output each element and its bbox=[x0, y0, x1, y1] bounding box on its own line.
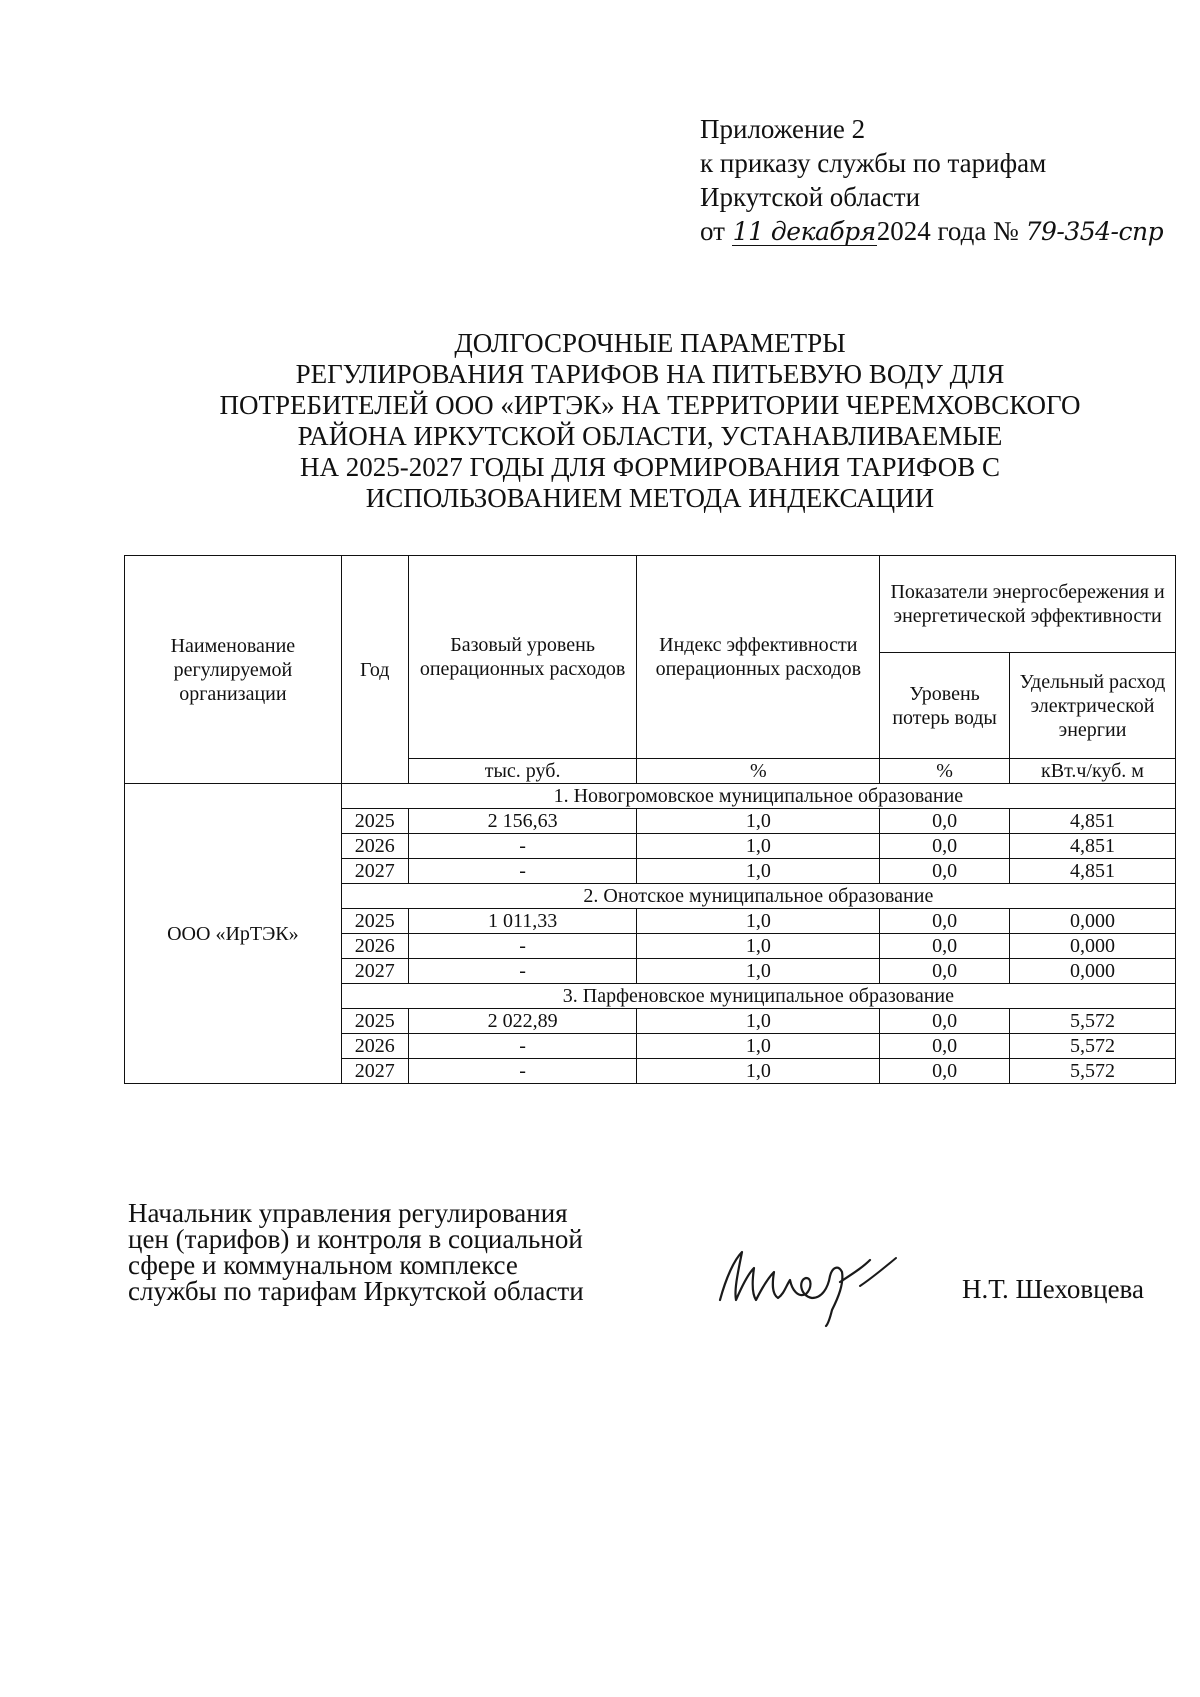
section-row bbox=[125, 784, 1176, 809]
cell-losses: 0,0 bbox=[880, 1059, 1010, 1084]
cell-losses: 0,0 bbox=[880, 859, 1010, 884]
cell-losses: 0,0 bbox=[880, 934, 1010, 959]
cell-index: 1,0 bbox=[637, 809, 880, 834]
unit-index: % bbox=[637, 759, 880, 784]
header-losses: Уровень потерь воды bbox=[880, 653, 1010, 759]
header-energy-group: Показатели энергосбережения и энергетической эффективности bbox=[880, 556, 1176, 653]
document-title bbox=[150, 328, 1150, 514]
signer-line-2: цен (тарифов) и контроля в социальной bbox=[128, 1224, 583, 1254]
handwritten-signature-icon bbox=[712, 1238, 942, 1328]
cell-losses: 0,0 bbox=[880, 1009, 1010, 1034]
cell-index: 1,0 bbox=[637, 1059, 880, 1084]
signer-line-4: службы по тарифам Иркутской области bbox=[128, 1276, 584, 1306]
cell-year: 2027 bbox=[341, 959, 408, 984]
section-title: 2. Онотское муниципальное образование bbox=[341, 884, 1175, 909]
unit-losses: % bbox=[880, 759, 1010, 784]
cell-specific: 4,851 bbox=[1010, 809, 1176, 834]
cell-index: 1,0 bbox=[637, 1034, 880, 1059]
cell-base: 1 011,33 bbox=[408, 909, 637, 934]
title-line-2: РЕГУЛИРОВАНИЯ ТАРИФОВ НА ПИТЬЕВУЮ ВОДУ ДЛЯ bbox=[295, 359, 1005, 389]
cell-base: 2 022,89 bbox=[408, 1009, 637, 1034]
cell-specific: 5,572 bbox=[1010, 1059, 1176, 1084]
cell-specific: 4,851 bbox=[1010, 834, 1176, 859]
cell-base: - bbox=[408, 1034, 637, 1059]
cell-losses: 0,0 bbox=[880, 909, 1010, 934]
appendix-line-1: Приложение 2 bbox=[700, 114, 866, 144]
cell-index: 1,0 bbox=[637, 1009, 880, 1034]
cell-index: 1,0 bbox=[637, 934, 880, 959]
title-line-1: ДОЛГОСРОЧНЫЕ ПАРАМЕТРЫ bbox=[454, 328, 846, 358]
organization-cell: ООО «ИрТЭК» bbox=[125, 784, 342, 1084]
cell-base: - bbox=[408, 859, 637, 884]
cell-losses: 0,0 bbox=[880, 1034, 1010, 1059]
cell-losses: 0,0 bbox=[880, 959, 1010, 984]
appendix-header bbox=[700, 112, 1163, 248]
appendix-line-3: Иркутской области bbox=[700, 182, 921, 212]
cell-specific: 0,000 bbox=[1010, 909, 1176, 934]
header-base: Базовый уровень операционных расходов bbox=[408, 556, 637, 759]
cell-year: 2025 bbox=[341, 809, 408, 834]
cell-year: 2025 bbox=[341, 1009, 408, 1034]
title-line-3: ПОТРЕБИТЕЛЕЙ ООО «ИРТЭК» НА ТЕРРИТОРИИ ЧЕРЕМХОВСКОГО bbox=[219, 390, 1081, 420]
appendix-prefix: от bbox=[700, 216, 725, 246]
cell-base: - bbox=[408, 834, 637, 859]
cell-losses: 0,0 bbox=[880, 809, 1010, 834]
section-title: 1. Новогромовское муниципальное образование bbox=[341, 784, 1175, 809]
title-line-6: ИСПОЛЬЗОВАНИЕМ МЕТОДА ИНДЕКСАЦИИ bbox=[365, 483, 935, 513]
header-specific: Удельный расход электрической энергии bbox=[1010, 653, 1176, 759]
cell-year: 2026 bbox=[341, 1034, 408, 1059]
appendix-line-2: к приказу службы по тарифам bbox=[700, 148, 1047, 178]
cell-specific: 0,000 bbox=[1010, 934, 1176, 959]
handwritten-order-number: 79-354-спр bbox=[1025, 217, 1164, 246]
parameters-table bbox=[124, 555, 1176, 1084]
appendix-year-text: 2024 года № bbox=[876, 216, 1019, 246]
cell-year: 2026 bbox=[341, 834, 408, 859]
cell-index: 1,0 bbox=[637, 859, 880, 884]
header-index: Индекс эффективности операционных расходов bbox=[637, 556, 880, 759]
cell-base: 2 156,63 bbox=[408, 809, 637, 834]
header-org: Наименование регулируемой организации bbox=[125, 556, 342, 784]
signer-line-1: Начальник управления регулирования bbox=[128, 1198, 568, 1228]
handwritten-date: 11 декабря bbox=[732, 217, 876, 246]
cell-index: 1,0 bbox=[637, 959, 880, 984]
cell-year: 2026 bbox=[341, 934, 408, 959]
appendix-line-4 bbox=[700, 214, 1163, 248]
cell-specific: 4,851 bbox=[1010, 859, 1176, 884]
signer-line-3: сфере и коммунальном комплексе bbox=[128, 1250, 518, 1280]
cell-base: - bbox=[408, 934, 637, 959]
cell-year: 2027 bbox=[341, 859, 408, 884]
unit-base: тыс. руб. bbox=[408, 759, 637, 784]
signer-name: Н.Т. Шеховцева bbox=[962, 1274, 1144, 1304]
signer-position bbox=[128, 1200, 584, 1304]
cell-specific: 5,572 bbox=[1010, 1034, 1176, 1059]
cell-index: 1,0 bbox=[637, 909, 880, 934]
cell-specific: 0,000 bbox=[1010, 959, 1176, 984]
cell-base: - bbox=[408, 1059, 637, 1084]
cell-losses: 0,0 bbox=[880, 834, 1010, 859]
cell-index: 1,0 bbox=[637, 834, 880, 859]
section-title: 3. Парфеновское муниципальное образование bbox=[341, 984, 1175, 1009]
cell-base: - bbox=[408, 959, 637, 984]
table-header-row bbox=[125, 556, 1176, 653]
unit-specific: кВт.ч/куб. м bbox=[1010, 759, 1176, 784]
header-year: Год bbox=[341, 556, 408, 784]
cell-specific: 5,572 bbox=[1010, 1009, 1176, 1034]
cell-year: 2025 bbox=[341, 909, 408, 934]
title-line-4: РАЙОНА ИРКУТСКОЙ ОБЛАСТИ, УСТАНАВЛИВАЕМЫЕ bbox=[297, 421, 1003, 451]
title-line-5: НА 2025-2027 ГОДЫ ДЛЯ ФОРМИРОВАНИЯ ТАРИФОВ С bbox=[300, 452, 1000, 482]
cell-year: 2027 bbox=[341, 1059, 408, 1084]
